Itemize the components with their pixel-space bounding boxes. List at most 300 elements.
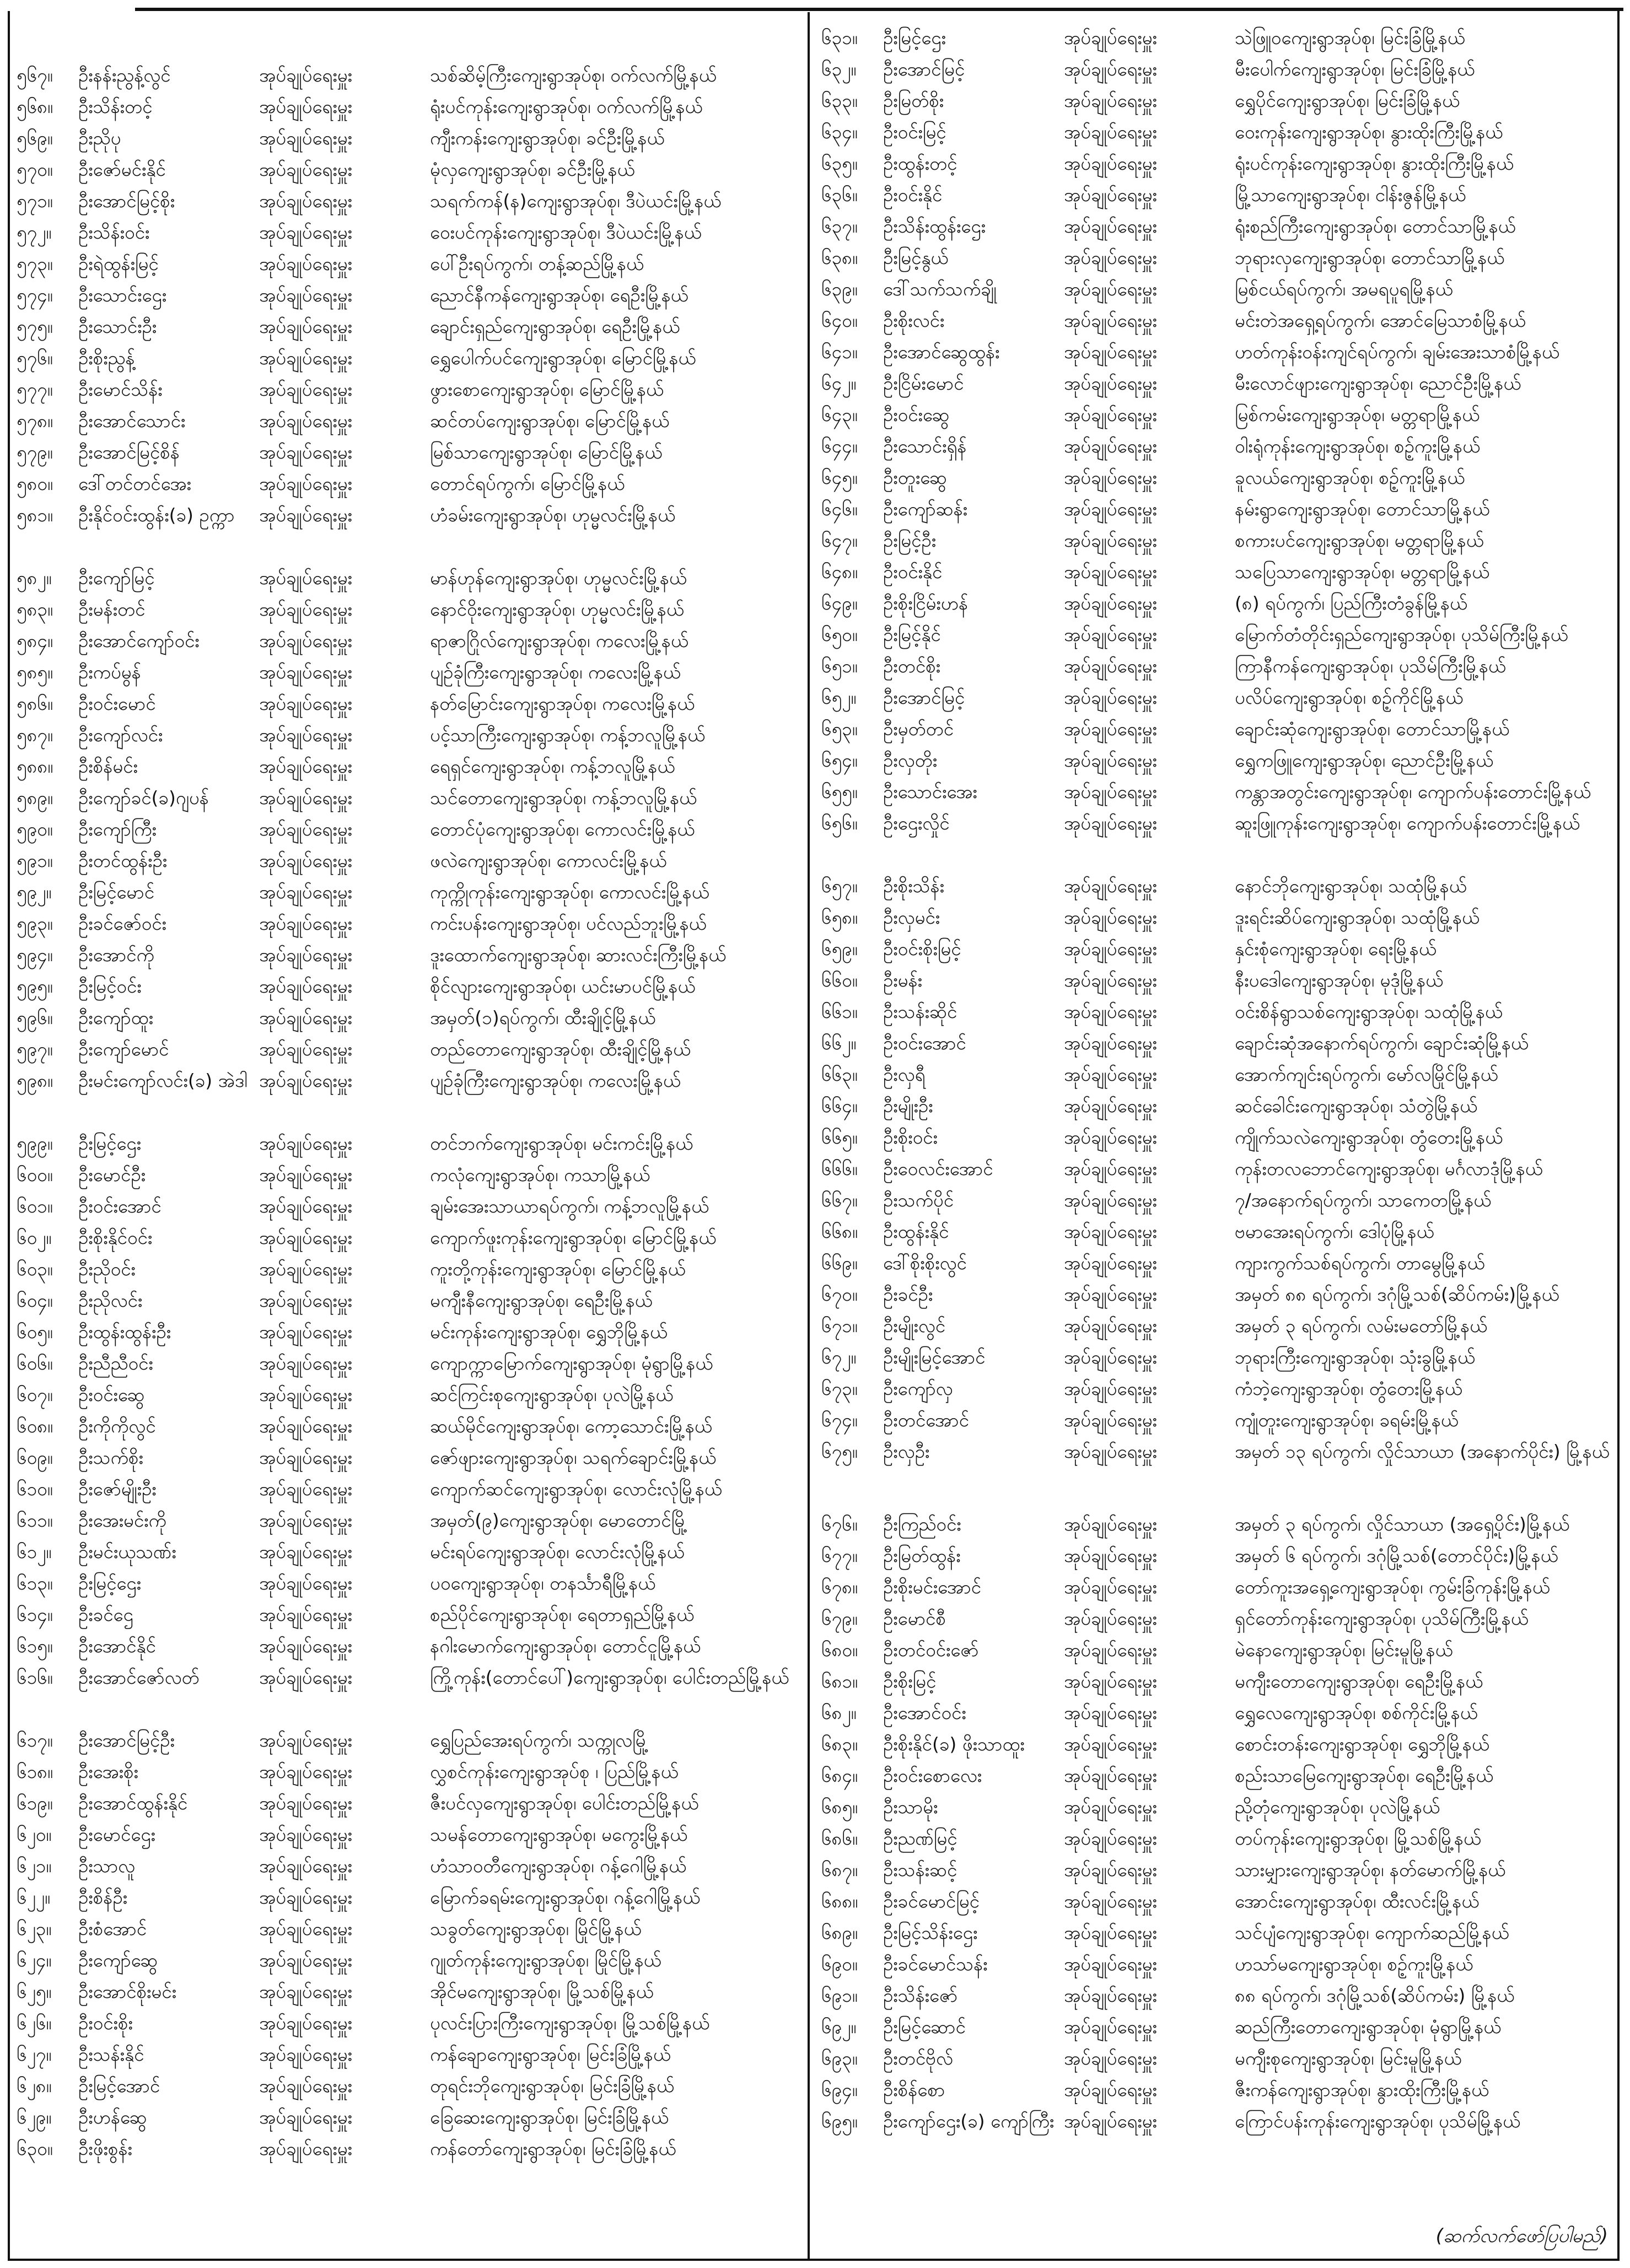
entry-address: မုံလှကျေးရွာအုပ်စု၊ ခင်ဦးမြို့နယ်	[430, 159, 635, 180]
entry-address: ဟတ်ကုန်းဝန်းကျင်ရပ်ကွက်၊ ချမ်းအေးသာစံမြို့နယ်	[1235, 341, 1559, 363]
entry-number: ၆၅၇။	[821, 875, 858, 897]
entry-number: ၅၉၁။	[17, 850, 53, 871]
entry-number: ၆၄၀။	[821, 310, 858, 331]
entry-name: ဒေါ်စိုးစိုးလွင်	[883, 1252, 967, 1274]
entry-name: ဦးထွန်းထွန်းဦး	[78, 1321, 171, 1343]
entry-address: ကင်းပန်းကျေးရွာအုပ်စု၊ ပင်လည်ဘူးမြို့နယ်	[430, 913, 707, 934]
entry-rank: အုပ်ချုပ်ရေးမှူး	[259, 1635, 352, 1657]
entry-name: ဦးအေးစိုး	[78, 1761, 138, 1782]
entry-address: ကူးတို့ကုန်းကျေးရွာအုပ်စု၊ မြောင်မြို့နယ်	[430, 1258, 686, 1280]
entry-address: ဆင်တပ်ကျေးရွာအုပ်စု၊ မြောင်မြို့နယ်	[430, 410, 670, 432]
entry-number: ၆၇၃။	[821, 1378, 858, 1399]
entry-name: ဦးကျော်မောင်	[78, 1038, 169, 1060]
entry-address: အမှတ် ၁၃ ရပ်ကွက်၊ လှိုင်သာယာ (အနောက်ပိုင်း) မြို့နယ်	[1235, 1441, 1610, 1462]
entry-name: ဦးခင်ဦး	[883, 1284, 933, 1305]
entry-rank: အုပ်ချုပ်ရေးမှူး	[1064, 90, 1157, 111]
entry-name: ဦးဝင်းစိုးမြင့်	[883, 938, 961, 960]
entry-number: ၆၆၇။	[821, 1189, 858, 1211]
list-item	[17, 1002, 805, 1033]
entry-number: ၆၈၃။	[821, 1733, 858, 1755]
list-item	[17, 1065, 805, 1128]
entry-rank: အုပ်ချုပ်ရေးမှူး	[259, 1855, 352, 1877]
entry-name: ဦးငြိမ်းမောင်	[883, 373, 964, 394]
entry-number: ၆၂၇။	[17, 2044, 52, 2065]
entry-rank: အုပ်ချုပ်ရေးမှူး	[1064, 1095, 1157, 1117]
entry-number: ၆၃၁။	[821, 27, 858, 49]
entry-address: အမှတ် ၃ ရပ်ကွက်၊ လမ်းမတော်မြို့နယ်	[1235, 1315, 1488, 1337]
entry-address: ခြေဆေးကျေးရွာအုပ်စု၊ မြင်းခြံမြို့နယ်	[430, 2107, 669, 2128]
list-item	[821, 1540, 1610, 1571]
list-item	[821, 1059, 1610, 1090]
entry-address: ကြာနီကန်ကျေးရွာအုပ်စု၊ ပုသိမ်ကြီးမြို့နယ်	[1235, 655, 1506, 677]
list-item	[821, 1184, 1610, 1216]
entry-address: အမှတ်(၁)ရပ်ကွက်၊ ထီးချိုင့်မြို့နယ်	[430, 1007, 656, 1028]
entry-number: ၅၈၇။	[17, 724, 53, 746]
entry-address: ရှင်တော်ကုန်းကျေးရွာအုပ်စု၊ ပုသိမ်ကြီးမြို့နယ်	[1235, 1608, 1529, 1629]
list-item	[821, 745, 1610, 776]
entry-number: ၆၅၈။	[821, 907, 858, 928]
list-item	[821, 619, 1610, 650]
list-item	[821, 1885, 1610, 1917]
entry-rank: အုပ်ချုပ်ရေးမှူး	[1064, 121, 1157, 143]
entry-number: ၆၆၆။	[821, 1158, 858, 1179]
entry-number: ၆၃၄။	[821, 121, 858, 143]
list-item	[17, 562, 805, 594]
entry-name: ဦးစိန်ဦး	[78, 1887, 128, 1908]
entry-name: ဦးမန်းတင်	[78, 599, 146, 620]
entry-name: ဦးဖိုးစွန်း	[78, 2138, 132, 2159]
entry-address: ကျားကွက်သစ်ရပ်ကွက်၊ တာမွေမြို့နယ်	[1235, 1252, 1485, 1274]
entry-address: ဘုရားလှကျေးရွာအုပ်စု၊ တောင်သာမြို့နယ်	[1235, 247, 1505, 268]
entry-rank: အုပ်ချုပ်ရေးမှူး	[259, 1981, 352, 2002]
entry-address: ပလိပ်ကျေးရွာအုပ်စု၊ စဉ့်ကိုင်မြို့နယ်	[1235, 687, 1464, 708]
entry-address: မာန်ဟုန်ကျေးရွာအုပ်စု၊ ဟုမ္မလင်းမြို့နယ်	[430, 567, 687, 589]
entry-name: ဦးသန်းနိုင်	[78, 2044, 144, 2065]
entry-number: ၆၈၂။	[821, 1702, 857, 1723]
entry-rank: အုပ်ချုပ်ရေးမှူး	[259, 1415, 352, 1437]
entry-name: ဦးဇော်မင်းနိုင်	[78, 159, 166, 180]
list-item	[17, 1976, 805, 2007]
entry-number: ၆၂၁။	[17, 1855, 52, 1877]
entry-name: ဦးသိန်းထွန်းဌေး	[883, 216, 986, 237]
entry-rank: အုပ်ချုပ်ရေးမှူး	[1064, 1001, 1157, 1022]
entry-rank: အုပ်ချုပ်ရေးမှူး	[259, 1667, 352, 1688]
entry-rank: အုပ်ချုပ်ရေးမှူး	[259, 2044, 352, 2065]
entry-number: ၅၇၂။	[17, 222, 52, 243]
list-item	[17, 1787, 805, 1819]
entry-rank: အုပ်ချုပ်ရေးမှူး	[1064, 812, 1157, 834]
entry-rank: အုပ်ချုပ်ရေးမှူး	[1064, 1796, 1157, 1818]
entry-name: ဦးလှဦး	[883, 1441, 930, 1462]
entry-number: ၆၅၂။	[821, 687, 857, 708]
list-item	[821, 1153, 1610, 1184]
list-item	[17, 1222, 805, 1253]
entry-number: ၆၄၄။	[821, 435, 858, 457]
entry-number: ၆၃၃။	[821, 90, 858, 111]
entry-number: ၆၁၀။	[17, 1478, 53, 1500]
entry-address: ကန်ချောကျေးရွာအုပ်စု၊ မြင်းခြံမြို့နယ်	[430, 2044, 671, 2065]
entry-number: ၆၂၅။	[17, 1981, 52, 2002]
list-item	[17, 122, 805, 154]
entry-number: ၆၉၂။	[821, 2016, 857, 2038]
entry-rank: အုပ်ချုပ်ရေးမှူး	[259, 1353, 352, 1374]
entry-address: ကျောက္ကာမြောက်ကျေးရွာအုပ်စု၊ မုံရွာမြို့နယ်	[430, 1353, 713, 1374]
entry-name: ဦးမြင့်ဝင်း	[78, 976, 142, 997]
entry-rank: အုပ်ချုပ်ရေးမှူး	[259, 1541, 352, 1563]
entry-address: ဂျုတ်ကုန်းကျေးရွာအုပ်စု၊ မြိုင်မြို့နယ်	[430, 1949, 661, 1971]
entry-rank: အုပ်ချုပ်ရေးမှူး	[259, 1478, 352, 1500]
list-item	[17, 1599, 805, 1630]
entry-rank: အုပ်ချုပ်ရေးမှူး	[1064, 1828, 1157, 1849]
list-item	[821, 242, 1610, 273]
entry-address: ချောင်းဆုံအနောက်ရပ်ကွက်၊ ချောင်းဆုံမြို့နယ်	[1235, 1032, 1529, 1054]
entry-rank: အုပ်ချုပ်ရေးမှူး	[259, 850, 352, 871]
entry-number: ၆၃၆။	[821, 184, 858, 206]
entry-address: ဆည်ကြီးတောကျေးရွာအုပ်စု၊ မုံရွာမြို့နယ်	[1235, 2016, 1502, 2038]
entry-name: ဦးကျော်ခင်(ခ)ဂျပန်	[78, 787, 209, 809]
entry-number: ၆၆၉။	[821, 1252, 858, 1274]
entry-number: ၆၅၁။	[821, 655, 858, 677]
entry-name: ဦးတူးဆွေ	[883, 467, 947, 488]
entry-rank: အုပ်ချုပ်ရေးမှူး	[1064, 1733, 1157, 1755]
entry-number: ၅၈၅။	[17, 661, 53, 683]
entry-rank: အုပ်ချုပ်ရေးမှူး	[1064, 1346, 1157, 1368]
entry-name: ဦးမြင့်ဌေး	[883, 27, 946, 49]
entry-address: ရွှေလေကျေးရွာအုပ်စု၊ စစ်ကိုင်းမြို့နယ်	[1235, 1702, 1478, 1723]
entry-address: စည်ပိုင်ကျေးရွာအုပ်စု၊ ရေတာရှည်မြို့နယ်	[430, 1604, 695, 1625]
entry-address: သစ်ဆိမ့်ကြီးကျေးရွာအုပ်စု၊ ဝက်လက်မြို့နယ်	[430, 64, 717, 86]
entry-address: အမှတ်(၉)ကျေးရွာအုပ်စု၊ မောတောင်မြို့	[430, 1510, 688, 1531]
entry-rank: အုပ်ချုပ်ရေးမှူး	[1064, 1953, 1157, 1975]
entry-address: အောက်ကျင်းရပ်ကွက်၊ မော်လမြိုင်မြို့နယ်	[1235, 1064, 1498, 1085]
entry-rank: အုပ်ချုပ်ရေးမှူး	[1064, 1639, 1157, 1661]
list-item	[821, 1122, 1610, 1153]
entry-number: ၆၉၄။	[821, 2079, 858, 2100]
entry-rank: အုပ်ချုပ်ရေးမှူး	[259, 2107, 352, 2128]
entry-number: ၆၈၇။	[821, 1859, 858, 1881]
entry-rank: အုပ်ချုပ်ရေးမှူး	[1064, 2048, 1157, 2069]
entry-rank: အုပ်ချုပ်ရေးမှူး	[1064, 907, 1157, 928]
entry-rank: အုပ်ချုပ်ရေးမှူး	[259, 1604, 352, 1625]
entry-address: မကျီးနီကျေးရွာအုပ်စု၊ ရေဦးမြို့နယ်	[430, 1290, 653, 1311]
entry-rank: အုပ်ချုပ်ရေးမှူး	[1064, 278, 1157, 300]
list-item	[821, 211, 1610, 242]
entry-address: စိုင်လျားကျေးရွာအုပ်စု၊ ယင်းမာပင်မြို့နယ်	[430, 976, 696, 997]
entry-rank: အုပ်ချုပ်ရေးမှူး	[259, 504, 352, 526]
right-column	[821, 22, 1610, 2168]
entry-name: ဦးသိန်းဝင်း	[78, 222, 150, 243]
entry-rank: အုပ်ချုပ်ရေးမှူး	[259, 441, 352, 463]
list-item	[17, 2102, 805, 2133]
entry-rank: အုပ်ချုပ်ရေးမှူး	[259, 944, 352, 966]
entry-address: တောင်ပုံကျေးရွာအုပ်စု၊ ကောလင်းမြို့နယ်	[430, 818, 695, 840]
entry-name: ဦးသောင်းဌေး	[78, 284, 167, 306]
entry-name: ဦးသောင်းရှိန်	[883, 435, 967, 457]
entry-name: ဦးအောင်ကျော်ဝင်း	[78, 630, 200, 651]
entry-address: နှင်းစုံကျေးရွာအုပ်စု၊ ရေးမြို့နယ်	[1235, 938, 1437, 960]
entry-rank: အုပ်ချုပ်ရေးမှူး	[1064, 1189, 1157, 1211]
entry-number: ၆၁၉။	[17, 1792, 53, 1814]
entry-number: ၅၉၇။	[17, 1038, 53, 1060]
list-item	[17, 279, 805, 311]
list-item	[17, 908, 805, 939]
list-item	[17, 1285, 805, 1316]
entry-number: ၆၀၅။	[17, 1321, 53, 1343]
entry-number: ၆၈၀။	[821, 1639, 858, 1661]
entry-number: ၅၈၂။	[17, 567, 52, 589]
entry-name: ဦးမြင့်နိုင်	[883, 624, 941, 645]
entry-address: မြစ်ငယ်ရပ်ကွက်၊ အမရပူရမြို့နယ်	[1235, 278, 1453, 300]
entry-rank: အုပ်ချုပ်ရေးမှူး	[1064, 1608, 1157, 1629]
list-item	[821, 588, 1610, 619]
entry-rank: အုပ်ချုပ်ရေးမှူး	[259, 1792, 352, 1814]
entry-address: ဟံခမ်းကျေးရွာအုပ်စု၊ ဟုမ္မလင်းမြို့နယ်	[430, 504, 676, 526]
entry-address: ကန္တာအတွင်းကျေးရွာအုပ်စု၊ ကျောက်ပန်းတောင်းမြို့နယ်	[1235, 781, 1591, 802]
list-item	[821, 1760, 1610, 1791]
list-item	[17, 688, 805, 719]
list-item	[821, 1404, 1610, 1436]
entry-address: ဟံသာဝတီကျေးရွာအုပ်စု၊ ဂန့်ဂေါမြို့နယ်	[430, 1855, 687, 1877]
entry-rank: အုပ်ချုပ်ရေးမှူး	[259, 1290, 352, 1311]
entry-rank: အုပ်ချုပ်ရေးမှူး	[1064, 341, 1157, 363]
entry-rank: အုပ်ချုပ်ရေးမှူး	[259, 64, 352, 86]
entry-name: ဦးညိုဝင်း	[78, 1258, 136, 1280]
entry-rank: အုပ်ချုပ်ရေးမှူး	[1064, 561, 1157, 583]
entry-name: ဦးဝင်းနိုင်	[883, 561, 943, 583]
entry-number: ၅၇၈။	[17, 410, 53, 432]
entry-name: ဦးစိုးမြင့်	[883, 1671, 937, 1692]
entry-number: ၆၇၆။	[821, 1513, 858, 1535]
entry-name: ဦးအောင်ထွန်းနိုင်	[78, 1792, 188, 1814]
entry-number: ၆၂၄။	[17, 1949, 52, 1971]
list-item	[17, 1473, 805, 1505]
list-item	[17, 876, 805, 908]
entry-number: ၆၇၇။	[821, 1545, 858, 1566]
entry-rank: အုပ်ချုပ်ရေးမှူး	[1064, 1671, 1157, 1692]
list-item	[821, 1216, 1610, 1247]
list-item	[17, 217, 805, 248]
entry-rank: အုပ်ချုပ်ရေးမှူး	[259, 1070, 352, 1091]
entry-number: ၅၈၀။	[17, 473, 53, 494]
list-item	[821, 2043, 1610, 2074]
entry-rank: အုပ်ချုပ်ရေးမှူး	[1064, 1702, 1157, 1723]
entry-number: ၆၀၄။	[17, 1290, 53, 1311]
entry-name: ဦးအောင်ဝင်း	[883, 1702, 966, 1723]
entry-address: ဆင်ခေါင်းကျေးရွာအုပ်စု၊ သံတွဲမြို့နယ်	[1235, 1095, 1478, 1117]
entry-rank: အုပ်ချုပ်ရေးမှူး	[1064, 1064, 1157, 1085]
entry-rank: အုပ်ချုပ်ရေးမှူး	[1064, 2079, 1157, 2100]
entry-name: ဦးအောင်မြင့်စိုး	[78, 190, 175, 212]
entry-address: အိုင်မကျေးရွာအုပ်စု၊ မြို့သစ်မြို့နယ်	[430, 1981, 654, 2002]
entry-name: ဦးခင်မောင်သန်း	[883, 1953, 988, 1975]
entry-rank: အုပ်ချုပ်ရေးမှူး	[259, 1227, 352, 1248]
entry-rank: အုပ်ချုပ်ရေးမှူး	[259, 1761, 352, 1782]
entry-address: ညို့တုံကျေးရွာအုပ်စု၊ ပုလဲမြို့နယ်	[1235, 1796, 1440, 1818]
entry-address: မြောက်တံတိုင်းရှည်ကျေးရွာအုပ်စု၊ ပုသိမ်ကြီးမြို့နယ်	[1235, 624, 1568, 645]
entry-address: ရုံးပင်ကုန်းကျေးရွာအုပ်စု၊ ဝက်လက်မြို့နယ်	[430, 96, 703, 117]
entry-address: သခွတ်ကျေးရွာအုပ်စု၊ မြိုင်မြို့နယ်	[430, 1918, 642, 1940]
entry-number: ၆၇၅။	[821, 1441, 858, 1462]
entry-rank: အုပ်ချုပ်ရေးမှူး	[259, 347, 352, 369]
entry-number: ၆၀၇။	[17, 1384, 53, 1405]
entry-rank: အုပ်ချုပ်ရေးမှူး	[1064, 247, 1157, 268]
entry-address: ဆူးဖြူကုန်းကျေးရွာအုပ်စု၊ ကျောက်ပန်းတောင်းမြို့နယ်	[1235, 812, 1580, 834]
entry-number: ၅၈၄။	[17, 630, 53, 651]
entry-rank: အုပ်ချုပ်ရေးမှူး	[1064, 781, 1157, 802]
entry-rank: အုပ်ချုပ်ရေးမှူး	[1064, 2016, 1157, 2038]
entry-rank: အုပ်ချုပ်ရေးမှူး	[1064, 655, 1157, 677]
entry-rank: အုပ်ချုပ်ရေးမှူး	[1064, 1890, 1157, 1912]
list-item	[17, 468, 805, 499]
entry-number: ၆၃၈။	[821, 247, 858, 268]
list-item	[17, 1410, 805, 1442]
entry-rank: အုပ်ချုပ်ရေးမှူး	[1064, 1859, 1157, 1881]
entry-name: ဦးတင်စိုး	[883, 655, 941, 677]
entry-name: ဦးလှတိုး	[883, 750, 938, 771]
entry-number: ၆၇၁။	[821, 1315, 858, 1337]
entry-number: ၅၈၃။	[17, 599, 53, 620]
list-item	[821, 1917, 1610, 1948]
entry-name: ဦးဝင်းမောင်	[78, 693, 156, 714]
entry-number: ၆၁၈။	[17, 1761, 53, 1782]
entry-number: ၅၉၀။	[17, 818, 53, 840]
list-item	[821, 1697, 1610, 1728]
entry-name: ဦးဝင်းအောင်	[883, 1032, 966, 1054]
list-item	[821, 85, 1610, 116]
list-item	[17, 1819, 805, 1850]
entry-rank: အုပ်ချုပ်ရေးမှူး	[259, 316, 352, 337]
entry-address: ဝေးပင်ကုန်းကျေးရွာအုပ်စု၊ ဒီပဲယင်းမြို့နယ်	[430, 222, 702, 243]
entry-address: ကုန်းတလဘောင်ကျေးရွာအုပ်စု၊ မင်္ဂလာဒုံမြို့နယ်	[1235, 1158, 1543, 1179]
entry-number: ၅၇၄။	[17, 284, 53, 306]
entry-address: သင်ပျံကျေးရွာအုပ်စု၊ ကျောက်ဆည်မြို့နယ်	[1235, 1922, 1509, 1943]
entry-name: ဦးမျိုးဦး	[883, 1095, 933, 1117]
entry-number: ၆၃၂။	[821, 58, 857, 80]
entry-number: ၆၃၉။	[821, 278, 858, 300]
list-item	[821, 1634, 1610, 1666]
list-item	[821, 996, 1610, 1027]
entry-number: ၅၉၂။	[17, 881, 52, 903]
entry-rank: အုပ်ချုပ်ရေးမှူး	[259, 473, 352, 494]
list-item	[821, 22, 1610, 53]
list-item	[821, 430, 1610, 462]
entry-number: ၅၇၇။	[17, 379, 53, 400]
list-item	[17, 1913, 805, 1944]
entry-name: ဦးမောင်ဌေး	[78, 1824, 155, 1845]
list-item	[821, 1436, 1610, 1499]
entry-number: ၆၅၅။	[821, 781, 858, 802]
entry-number: ၆၃၀။	[17, 2138, 53, 2159]
entry-name: ဦးညဏ်မြင့်	[883, 1828, 957, 1849]
list-item	[821, 682, 1610, 713]
entry-name: ဦးခင်ဌေ	[78, 1604, 133, 1625]
entry-address: မင်းကုန်းကျေးရွာအုပ်စု၊ ရွှေဘိုမြို့နယ်	[430, 1321, 668, 1343]
entry-name: ဦးအောင်စိုးမင်း	[78, 1981, 176, 2002]
entry-rank: အုပ်ချုပ်ရေးမှူး	[1064, 1922, 1157, 1943]
entry-number: ၆၄၅။	[821, 467, 858, 488]
list-item	[821, 116, 1610, 148]
entry-name: ဦးစိုးမင်းအောင်	[883, 1576, 981, 1598]
list-item	[821, 1279, 1610, 1310]
entry-number: ၆၀၂။	[17, 1227, 52, 1248]
entry-name: ဦးအောင်ကို	[78, 944, 154, 966]
entry-rank: အုပ်ချုပ်ရေးမှူး	[259, 1164, 352, 1186]
entry-address: ဆယ်မိုင်ကျေးရွာအုပ်စု၊ ကော့သောင်းမြို့နယ်	[430, 1415, 712, 1437]
entry-rank: အုပ်ချုပ်ရေးမှူး	[259, 2138, 352, 2159]
entry-name: ဦးသောင်းအေး	[883, 781, 977, 802]
entry-name: ဦးစံအောင်	[78, 1918, 147, 1940]
list-item	[17, 782, 805, 814]
entry-rank: အုပ်ချုပ်ရေးမှူး	[1064, 1765, 1157, 1786]
list-item	[821, 1980, 1610, 2011]
list-item	[821, 965, 1610, 996]
entry-address: သင်တောကျေးရွာအုပ်စု၊ ကန့်ဘလူမြို့နယ်	[430, 787, 697, 809]
entry-address: အမှတ် ၆ ရပ်ကွက်၊ ဒဂုံမြို့သစ်(တောင်ပိုင်း)မြို့နယ်	[1235, 1545, 1558, 1566]
entry-number: ၆၉၁။	[821, 1985, 858, 2006]
entry-number: ၆၈၆။	[821, 1828, 858, 1849]
entry-address: ချောင်းဆုံကျေးရွာအုပ်စု၊ တောင်သာမြို့နယ်	[1235, 718, 1510, 740]
list-item	[17, 719, 805, 751]
entry-address: စည်းသာမြေကျေးရွာအုပ်စု၊ ရေဦးမြို့နယ်	[1235, 1765, 1494, 1786]
list-item	[821, 399, 1610, 430]
entry-address: ပင့်သာကြီးကျေးရွာအုပ်စု၊ ကန့်ဘလူမြို့နယ်	[430, 724, 706, 746]
entry-name: ဦးဝင်းမြင့်	[883, 121, 946, 143]
entry-address: ကြောင်ပန်းကုန်းကျေးရွာအုပ်စု၊ ပုသိမ်မြို့နယ်	[1235, 2110, 1521, 2132]
entry-number: ၅၇၀။	[17, 159, 53, 180]
entry-name: ဦးဝင်းစိုး	[78, 2012, 133, 2034]
entry-rank: အုပ်ချုပ်ရေးမှူး	[1064, 687, 1157, 708]
entry-name: ဦးတင်ဝင်းဇော်	[883, 1639, 979, 1661]
entry-rank: အုပ်ချုပ်ရေးမှူး	[259, 96, 352, 117]
list-item	[17, 751, 805, 782]
entry-rank: အုပ်ချုပ်ရေးမှူး	[259, 1258, 352, 1280]
entry-name: ဦးသက်စိုး	[78, 1447, 143, 1468]
entry-name: ဦးစိန်မင်း	[78, 756, 138, 777]
entry-rank: အုပ်ချုပ်ရေးမှူး	[259, 2075, 352, 2097]
entry-name: ဦးသန်းဆင့်	[883, 1859, 957, 1881]
entry-address: မြို့သာကျေးရွာအုပ်စု၊ ငါန်းဇွန်မြို့နယ်	[1235, 184, 1466, 206]
entry-number: ၆၂၈။	[17, 2075, 52, 2097]
entry-address: တပ်ကုန်းကျေးရွာအုပ်စု၊ မြို့သစ်မြို့နယ်	[1235, 1828, 1481, 1849]
entry-address: ကုက္ကိုကုန်းကျေးရွာအုပ်စု၊ ကောလင်းမြို့နယ်	[430, 881, 709, 903]
list-item	[821, 1247, 1610, 1279]
entry-rank: အုပ်ချုပ်ရေးမှူး	[1064, 1158, 1157, 1179]
entry-name: ဦးကိုကိုလွင်	[78, 1415, 156, 1437]
entry-rank: အုပ်ချုပ်ရေးမှူး	[1064, 938, 1157, 960]
entry-name: ဦးမြတ်ထွန်း	[883, 1545, 961, 1566]
entry-number: ၆၅၃။	[821, 718, 858, 740]
entry-address: မကျီးစုကျေးရွာအုပ်စု၊ မြင်းမူမြို့နယ်	[1235, 2048, 1462, 2069]
entry-address: မင်းရပ်ကျေးရွာအုပ်စု၊ လောင်းလုံမြို့နယ်	[430, 1541, 685, 1563]
list-item	[821, 2074, 1610, 2105]
entry-name: ဦးထွန်းတင့်	[883, 153, 957, 174]
entry-address: သားမျှားကျေးရွာအုပ်စု၊ နတ်မောက်မြို့နယ်	[1235, 1859, 1506, 1881]
entry-name: ဦးဝင်းစောလေး	[883, 1765, 982, 1786]
entry-rank: အုပ်ချုပ်ရေးမှူး	[1064, 1221, 1157, 1242]
entry-number: ၆၆၀။	[821, 969, 858, 991]
list-item	[17, 499, 805, 562]
entry-rank: အုပ်ချုပ်ရေးမှူး	[259, 630, 352, 651]
entry-number: ၆၄၉။	[821, 592, 858, 614]
entry-address: ရုံးပင်ကုန်းကျေးရွာအုပ်စု၊ နွားထိုးကြီးမြို့နယ်	[1235, 153, 1514, 174]
entry-rank: အုပ်ချုပ်ရေးမှူး	[1064, 1315, 1157, 1337]
list-item	[17, 1536, 805, 1567]
entry-number: ၅၈၆။	[17, 693, 53, 714]
entry-name: ဦးညိုလင်း	[78, 1290, 143, 1311]
entry-rank: အုပ်ချုပ်ရေးမှူး	[259, 787, 352, 809]
entry-rank: အုပ်ချုပ်ရေးမှူး	[1064, 2110, 1157, 2132]
entry-number: ၆၄၂။	[821, 373, 857, 394]
